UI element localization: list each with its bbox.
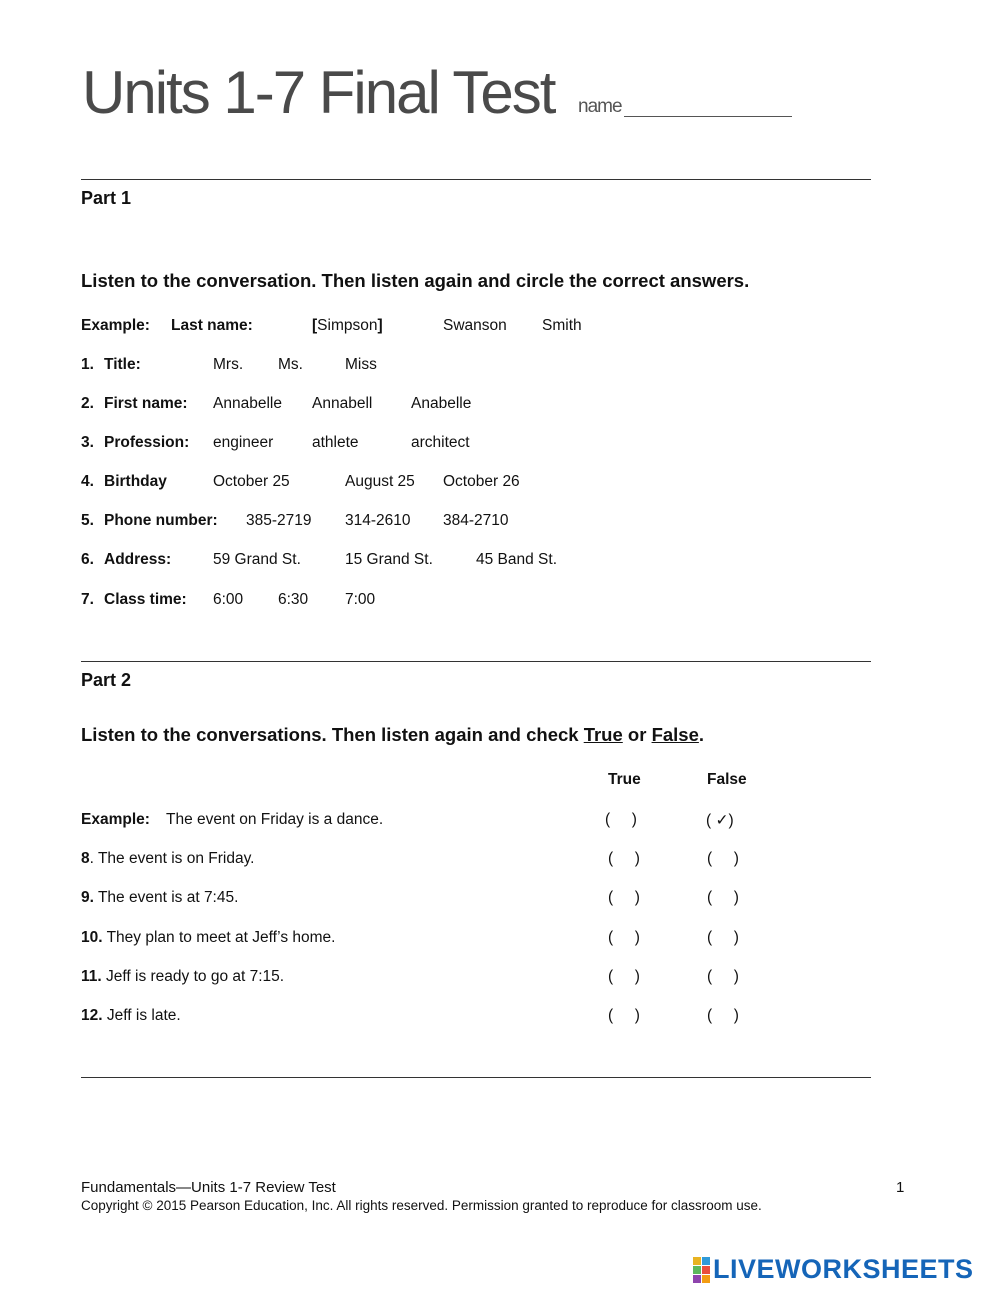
example-statement: The event on Friday is a dance.	[166, 811, 384, 828]
page-number: 1	[896, 1179, 905, 1196]
true-checkbox[interactable]: ( )	[608, 850, 640, 867]
item-question: First name:	[104, 395, 188, 412]
part1-instruction: Listen to the conversation. Then listen again and circle the correct answers.	[81, 270, 750, 291]
item-number: 1.	[81, 356, 94, 373]
true-checkbox[interactable]: ( )	[605, 811, 637, 828]
logo-tile	[693, 1266, 701, 1274]
divider	[81, 1077, 871, 1078]
answer-option[interactable]: October 26	[443, 473, 520, 490]
example-label: Example:	[81, 317, 150, 334]
answer-option[interactable]: engineer	[213, 434, 274, 451]
false-checkbox[interactable]: ( )	[707, 1007, 739, 1024]
example-option-selected[interactable]: [Simpson]	[312, 317, 383, 334]
item-number: 4.	[81, 473, 94, 490]
footer-title: Fundamentals—Units 1-7 Review Test	[81, 1179, 336, 1196]
item-statement: 11. Jeff is ready to go at 7:15.	[81, 968, 285, 985]
item-number: 3.	[81, 434, 94, 451]
example-option[interactable]: Smith	[542, 317, 582, 334]
answer-option[interactable]: 314-2610	[345, 512, 411, 529]
answer-option[interactable]: athlete	[312, 434, 359, 451]
part2-heading: Part 2	[81, 670, 132, 690]
logo-tile	[693, 1257, 701, 1265]
item-question: Address:	[104, 551, 172, 568]
answer-option[interactable]: 45 Band St.	[476, 551, 558, 568]
liveworksheets-logo-icon	[693, 1257, 710, 1283]
answer-option[interactable]: architect	[411, 434, 470, 451]
false-checkbox[interactable]: ( )	[707, 889, 739, 906]
answer-option[interactable]: Ms.	[278, 356, 303, 373]
answer-option[interactable]: Annabelle	[213, 395, 282, 412]
item-question: Class time:	[104, 591, 187, 608]
false-checkbox[interactable]: ( )	[707, 929, 739, 946]
logo-text: LIVEWORKSHEETS	[713, 1254, 974, 1284]
logo-tile	[702, 1257, 710, 1265]
example-label: Example:	[81, 811, 150, 828]
liveworksheets-logo	[693, 1254, 974, 1285]
item-number: 7.	[81, 591, 94, 608]
answer-option[interactable]: Miss	[345, 356, 377, 373]
item-number: 5.	[81, 512, 94, 529]
answer-option[interactable]: 384-2710	[443, 512, 509, 529]
item-question: Title:	[104, 356, 141, 373]
name-field-line[interactable]	[624, 116, 792, 117]
true-checkbox[interactable]: ( )	[608, 968, 640, 985]
answer-option[interactable]: 59 Grand St.	[213, 551, 301, 568]
part2-instruction: Listen to the conversations. Then listen again and check True or False.	[81, 724, 705, 745]
example-option[interactable]: Swanson	[443, 317, 507, 334]
column-header-false: False	[707, 771, 747, 788]
answer-option[interactable]: Mrs.	[213, 356, 244, 373]
false-checkbox[interactable]: ( )	[707, 968, 739, 985]
item-question: Profession:	[104, 434, 190, 451]
true-checkbox[interactable]: ( )	[608, 1007, 640, 1024]
item-number: 6.	[81, 551, 94, 568]
answer-option[interactable]: October 25	[213, 473, 290, 490]
page-title: Units 1-7 Final Test	[82, 59, 555, 126]
answer-option[interactable]: 6:30	[278, 591, 309, 608]
answer-option[interactable]: 7:00	[345, 591, 376, 608]
column-header-true: True	[608, 771, 641, 788]
item-statement: 8. The event is on Friday.	[81, 850, 255, 867]
true-checkbox[interactable]: ( )	[608, 889, 640, 906]
answer-option[interactable]: 6:00	[213, 591, 244, 608]
answer-option[interactable]: August 25	[345, 473, 415, 490]
item-number: 2.	[81, 395, 94, 412]
true-checkbox[interactable]: ( )	[608, 929, 640, 946]
false-checkbox[interactable]: ( )	[707, 850, 739, 867]
false-checkbox-checked[interactable]: ( ✓)	[706, 812, 734, 829]
example-question: Last name:	[171, 317, 253, 334]
item-question: Birthday	[104, 473, 167, 490]
item-question: Phone number:	[104, 512, 218, 529]
divider	[81, 661, 871, 662]
item-statement: 9. The event is at 7:45.	[81, 889, 239, 906]
part1-heading: Part 1	[81, 188, 132, 208]
divider	[81, 179, 871, 180]
name-label: name	[578, 96, 622, 117]
copyright: Copyright © 2015 Pearson Education, Inc. All rights reserved. Permission granted to reproduce for classroom use.	[81, 1198, 762, 1213]
logo-tile	[702, 1275, 710, 1283]
logo-tile	[693, 1275, 701, 1283]
logo-tile	[702, 1266, 710, 1274]
answer-option[interactable]: 385-2719	[246, 512, 312, 529]
answer-option[interactable]: Anabelle	[411, 395, 472, 412]
answer-option[interactable]: 15 Grand St.	[345, 551, 433, 568]
item-statement: 12. Jeff is late.	[81, 1007, 181, 1024]
item-statement: 10. They plan to meet at Jeff’s home.	[81, 929, 336, 946]
answer-option[interactable]: Annabell	[312, 395, 373, 412]
